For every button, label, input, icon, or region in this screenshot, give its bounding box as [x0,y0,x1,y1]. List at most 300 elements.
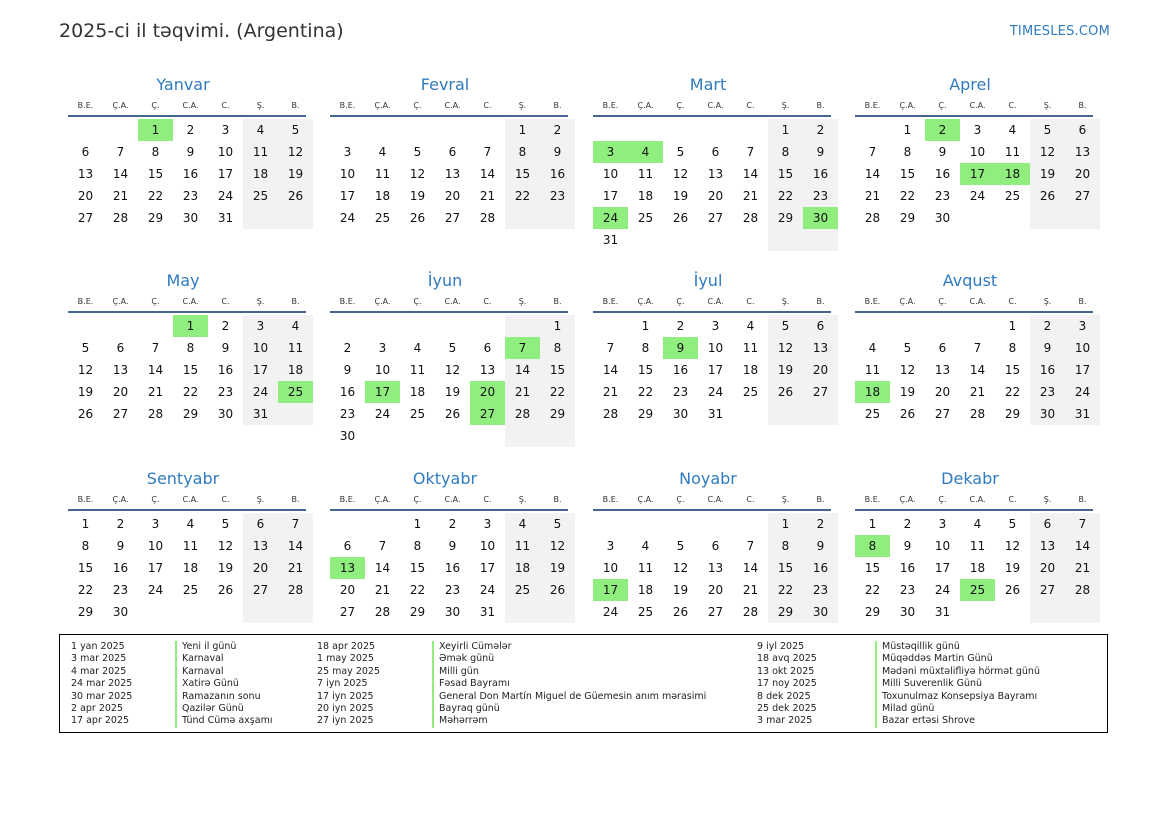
empty-day-cell [960,207,995,229]
weekday-header [68,293,306,313]
legend-holiday-name: Müstəqillik günü [875,641,1040,653]
month-noyabr [585,467,831,623]
holiday-legend [59,634,1108,733]
day-cell: 29 [182,407,199,421]
weekday-label: B. [816,101,825,110]
day-cell: 13 [112,363,129,377]
weekday-header [855,293,1093,313]
day-grid [855,315,1093,425]
day-cell: 8 [768,535,803,557]
day-cell: 13 [479,363,496,377]
day-cell: 3 [243,315,278,337]
day-cell: 23 [672,385,689,399]
month-oktyabr [322,467,568,623]
weekday-label: C. [483,297,492,306]
weekday-label: B.E. [864,101,881,110]
legend-holiday-name: Xeyirli Cümələr [432,641,706,653]
empty-day-cell [1065,207,1100,229]
day-cell: 17 [479,561,496,575]
weekday-header [593,97,831,117]
weekday-label: Ç.A. [374,495,391,504]
day-cell: 20 [339,583,356,597]
day-grid [330,315,568,447]
weekday-header [68,491,306,511]
day-cell: 27 [707,605,724,619]
day-cell: 29 [409,605,426,619]
empty-day-cell [698,513,733,535]
day-cell: 23 [803,579,838,601]
empty-day-cell [400,119,435,141]
day-cell: 28 [742,605,759,619]
day-cell: 16 [217,363,234,377]
empty-day-cell [540,601,575,623]
day-cell: 4 [868,341,877,355]
day-cell: 31 [479,605,496,619]
day-cell: 14 [742,167,759,181]
day-cell: 14 [742,561,759,575]
empty-day-cell [68,119,103,141]
empty-day-cell [243,601,278,623]
weekday-label: Ç.A. [899,101,916,110]
empty-day-cell [995,207,1030,229]
empty-day-cell [278,207,313,229]
empty-day-cell [365,425,400,447]
day-cell: 8 [151,145,160,159]
day-cell: 23 [112,583,129,597]
day-cell: 29 [899,211,916,225]
legend-holiday-name: Milad günü [875,703,1040,715]
day-cell: 22 [77,583,94,597]
day-cell: 10 [602,167,619,181]
weekday-label: Ç. [413,297,422,306]
weekday-header [593,293,831,313]
day-cell: 9 [903,539,912,553]
day-cell: 2 [186,123,195,137]
empty-day-cell [435,119,470,141]
weekday-label: C.A. [444,495,461,504]
day-cell: 16 [672,363,689,377]
day-cell: 14 [864,167,881,181]
day-cell: 7 [278,513,313,535]
holiday-day-cell: 18 [855,381,890,403]
day-cell: 1 [903,123,912,137]
day-cell: 21 [742,189,759,203]
day-cell: 1 [868,517,877,531]
weekday-label: C. [483,495,492,504]
day-cell: 15 [540,359,575,381]
day-cell: 24 [1065,381,1100,403]
day-cell: 3 [938,517,947,531]
weekday-label: C. [746,297,755,306]
day-cell: 17 [934,561,951,575]
day-cell: 30 [803,601,838,623]
month-name: Aprel [949,75,991,94]
day-cell: 5 [540,513,575,535]
weekday-label: C.A. [444,297,461,306]
weekday-label: Ç.A. [112,101,129,110]
day-cell: 13 [444,167,461,181]
holiday-day-cell: 25 [278,381,313,403]
empty-day-cell [803,229,838,251]
day-cell: 27 [1065,185,1100,207]
weekday-label: Ş. [256,101,265,110]
day-cell: 12 [278,141,313,163]
day-cell: 9 [448,539,457,553]
day-cell: 26 [409,211,426,225]
weekday-label: Ç. [938,101,947,110]
day-cell: 25 [637,605,654,619]
day-cell: 22 [409,583,426,597]
day-cell: 6 [711,539,720,553]
day-cell: 19 [899,385,916,399]
day-cell: 20 [803,359,838,381]
empty-day-cell [663,229,698,251]
day-cell: 7 [746,145,755,159]
day-cell: 14 [1065,535,1100,557]
weekday-header [330,491,568,511]
day-cell: 26 [77,407,94,421]
day-cell: 10 [147,539,164,553]
day-cell: 30 [899,605,916,619]
day-cell: 2 [448,517,457,531]
day-cell: 17 [243,359,278,381]
day-grid [593,119,831,251]
day-cell: 19 [409,189,426,203]
day-cell: 21 [602,385,619,399]
day-cell: 27 [803,381,838,403]
day-cell: 2 [116,517,125,531]
weekday-label: B.E. [339,297,356,306]
legend-holiday-name: Tünd Cümə axşamı [175,715,272,727]
weekday-label: B.E. [77,495,94,504]
weekday-label: Ç.A. [112,495,129,504]
legend-date: 17 apr 2025 [71,715,130,727]
day-cell: 15 [899,167,916,181]
day-cell: 3 [221,123,230,137]
empty-day-cell [733,403,768,425]
day-cell: 3 [151,517,160,531]
weekday-label: Ç. [676,297,685,306]
day-grid [330,513,568,623]
day-cell: 24 [707,385,724,399]
empty-day-cell [400,315,435,337]
empty-day-cell [593,513,628,535]
day-cell: 15 [1004,363,1021,377]
holiday-day-cell: 3 [593,141,628,163]
day-cell: 27 [1030,579,1065,601]
day-cell: 8 [413,539,422,553]
empty-day-cell [593,119,628,141]
month-name: İyun [427,271,463,290]
day-cell: 16 [934,167,951,181]
day-cell: 30 [182,211,199,225]
day-cell: 5 [221,517,230,531]
day-cell: 23 [182,189,199,203]
empty-day-cell [960,315,995,337]
weekday-label: Ş. [781,297,790,306]
brand-logo-text[interactable]: TIMESLES.COM [1009,24,1110,39]
empty-day-cell [540,425,575,447]
month-name: May [166,271,200,290]
day-cell: 2 [803,513,838,535]
day-cell: 28 [505,403,540,425]
day-cell: 9 [938,145,947,159]
empty-day-cell [505,601,540,623]
day-cell: 29 [768,207,803,229]
day-grid [593,315,831,425]
day-cell: 6 [711,145,720,159]
day-cell: 21 [479,189,496,203]
day-cell: 15 [637,363,654,377]
empty-day-cell [435,315,470,337]
day-cell: 10 [707,341,724,355]
day-cell: 7 [973,341,982,355]
weekday-label: B. [1078,297,1087,306]
empty-day-cell [768,403,803,425]
day-cell: 30 [217,407,234,421]
weekday-label: C. [221,297,230,306]
day-cell: 21 [1065,557,1100,579]
weekday-label: Ş. [518,495,527,504]
day-cell: 15 [864,561,881,575]
day-cell: 18 [278,359,313,381]
empty-day-cell [628,119,663,141]
legend-date: 7 iyn 2025 [317,678,368,690]
day-cell: 1 [768,513,803,535]
day-cell: 14 [147,363,164,377]
day-cell: 5 [278,119,313,141]
weekday-label: C. [1008,495,1017,504]
day-cell: 28 [969,407,986,421]
day-cell: 12 [768,337,803,359]
weekday-label: C. [746,101,755,110]
day-cell: 11 [278,337,313,359]
day-cell: 14 [374,561,391,575]
day-cell: 7 [868,145,877,159]
day-cell: 4 [1008,123,1017,137]
weekday-label: B. [1078,101,1087,110]
weekday-label: Ş. [781,495,790,504]
month-avqust [847,269,1093,425]
day-cell: 17 [602,189,619,203]
day-cell: 16 [339,385,356,399]
day-cell: 10 [969,145,986,159]
day-cell: 11 [637,561,654,575]
day-cell: 4 [505,513,540,535]
weekday-label: C. [221,495,230,504]
day-cell: 3 [606,539,615,553]
day-cell: 9 [343,363,352,377]
weekday-label: C.A. [444,101,461,110]
empty-day-cell [505,207,540,229]
day-cell: 16 [803,163,838,185]
weekday-label: Ç.A. [637,495,654,504]
day-cell: 11 [409,363,426,377]
weekday-label: Ş. [256,495,265,504]
day-cell: 5 [413,145,422,159]
legend-holiday-name: Xatirə Günü [175,678,272,690]
day-cell: 18 [637,189,654,203]
legend-holiday-name: Mədəni müxtəlifliyə hörmət günü [875,666,1040,678]
legend-names-col-2 [432,641,706,728]
day-cell: 20 [1065,163,1100,185]
legend-holiday-name: Əmək günü [432,653,706,665]
day-cell: 3 [711,319,720,333]
weekday-label: Ç.A. [374,101,391,110]
empty-day-cell [505,315,540,337]
day-cell: 2 [343,341,352,355]
day-cell: 15 [409,561,426,575]
empty-day-cell [330,315,365,337]
day-cell: 20 [243,557,278,579]
day-cell: 11 [1004,145,1021,159]
weekday-label: B.E. [339,101,356,110]
day-cell: 21 [742,583,759,597]
day-cell: 26 [672,211,689,225]
day-cell: 22 [182,385,199,399]
day-cell: 18 [742,363,759,377]
day-cell: 24 [339,211,356,225]
weekday-label: C. [1008,101,1017,110]
weekday-label: Ç. [938,297,947,306]
day-cell: 1 [1008,319,1017,333]
holiday-day-cell: 17 [593,579,628,601]
day-cell: 14 [505,359,540,381]
day-cell: 23 [899,583,916,597]
day-cell: 21 [278,557,313,579]
day-cell: 21 [112,189,129,203]
empty-day-cell [330,513,365,535]
day-cell: 22 [768,579,803,601]
holiday-day-cell: 1 [138,119,173,141]
empty-day-cell [103,119,138,141]
empty-day-cell [628,229,663,251]
empty-day-cell [470,425,505,447]
day-cell: 29 [864,605,881,619]
legend-date: 30 mar 2025 [71,690,133,702]
legend-holiday-name: Karnaval [175,666,272,678]
day-cell: 12 [409,167,426,181]
month-name: İyul [693,271,723,290]
empty-day-cell [103,315,138,337]
day-cell: 27 [112,407,129,421]
weekday-label: B. [553,297,562,306]
day-cell: 2 [903,517,912,531]
day-cell: 15 [77,561,94,575]
day-cell: 14 [969,363,986,377]
weekday-label: Ş. [1043,101,1052,110]
day-cell: 30 [444,605,461,619]
day-cell: 24 [969,189,986,203]
weekday-label: B.E. [602,495,619,504]
day-cell: 23 [217,385,234,399]
day-cell: 28 [602,407,619,421]
day-cell: 7 [746,539,755,553]
day-cell: 27 [934,407,951,421]
day-cell: 8 [641,341,650,355]
weekday-label: Ç. [676,495,685,504]
day-cell: 19 [1004,561,1021,575]
empty-day-cell [855,315,890,337]
day-cell: 20 [707,583,724,597]
holiday-day-cell: 8 [855,535,890,557]
month-mart [585,73,831,251]
day-cell: 11 [637,167,654,181]
day-cell: 28 [374,605,391,619]
day-grid [68,119,306,229]
empty-day-cell [470,119,505,141]
day-cell: 9 [803,535,838,557]
day-cell: 17 [1065,359,1100,381]
weekday-label: Ç. [413,101,422,110]
day-cell: 14 [479,167,496,181]
day-cell: 28 [147,407,164,421]
day-cell: 14 [278,535,313,557]
day-cell: 2 [803,119,838,141]
day-cell: 21 [147,385,164,399]
day-cell: 26 [672,605,689,619]
legend-date: 17 noy 2025 [757,678,817,690]
weekday-label: Ç. [151,297,160,306]
weekday-label: B.E. [77,101,94,110]
empty-day-cell [435,425,470,447]
empty-day-cell [138,315,173,337]
day-cell: 26 [444,407,461,421]
day-cell: 18 [374,189,391,203]
day-cell: 17 [147,561,164,575]
empty-day-cell [400,425,435,447]
empty-day-cell [278,403,313,425]
day-cell: 22 [540,381,575,403]
day-cell: 28 [1065,579,1100,601]
legend-dates-col-3 [757,641,817,728]
month-sentyabr [60,467,306,623]
weekday-label: Ş. [1043,495,1052,504]
legend-date: 25 dek 2025 [757,703,817,715]
day-cell: 11 [505,535,540,557]
weekday-header [330,293,568,313]
weekday-label: B. [291,495,300,504]
day-cell: 26 [1004,583,1021,597]
day-cell: 4 [278,315,313,337]
month-may [60,269,306,425]
legend-date: 20 iyn 2025 [317,703,374,715]
day-cell: 28 [278,579,313,601]
legend-holiday-name: Ramazanın sonu [175,691,272,703]
day-cell: 3 [973,123,982,137]
weekday-label: C. [1008,297,1017,306]
empty-day-cell [1030,207,1065,229]
weekday-label: C.A. [707,297,724,306]
empty-day-cell [365,119,400,141]
day-cell: 6 [81,145,90,159]
holiday-day-cell: 24 [593,207,628,229]
day-cell: 8 [903,145,912,159]
day-cell: 12 [217,539,234,553]
day-cell: 27 [77,211,94,225]
day-cell: 29 [540,403,575,425]
day-cell: 29 [768,601,803,623]
weekday-header [855,97,1093,117]
day-cell: 12 [1030,141,1065,163]
weekday-label: Ç. [938,495,947,504]
day-cell: 12 [672,561,689,575]
day-cell: 2 [1030,315,1065,337]
day-cell: 5 [903,341,912,355]
month-name: Oktyabr [412,469,478,488]
day-cell: 22 [147,189,164,203]
weekday-label: Ç. [413,495,422,504]
